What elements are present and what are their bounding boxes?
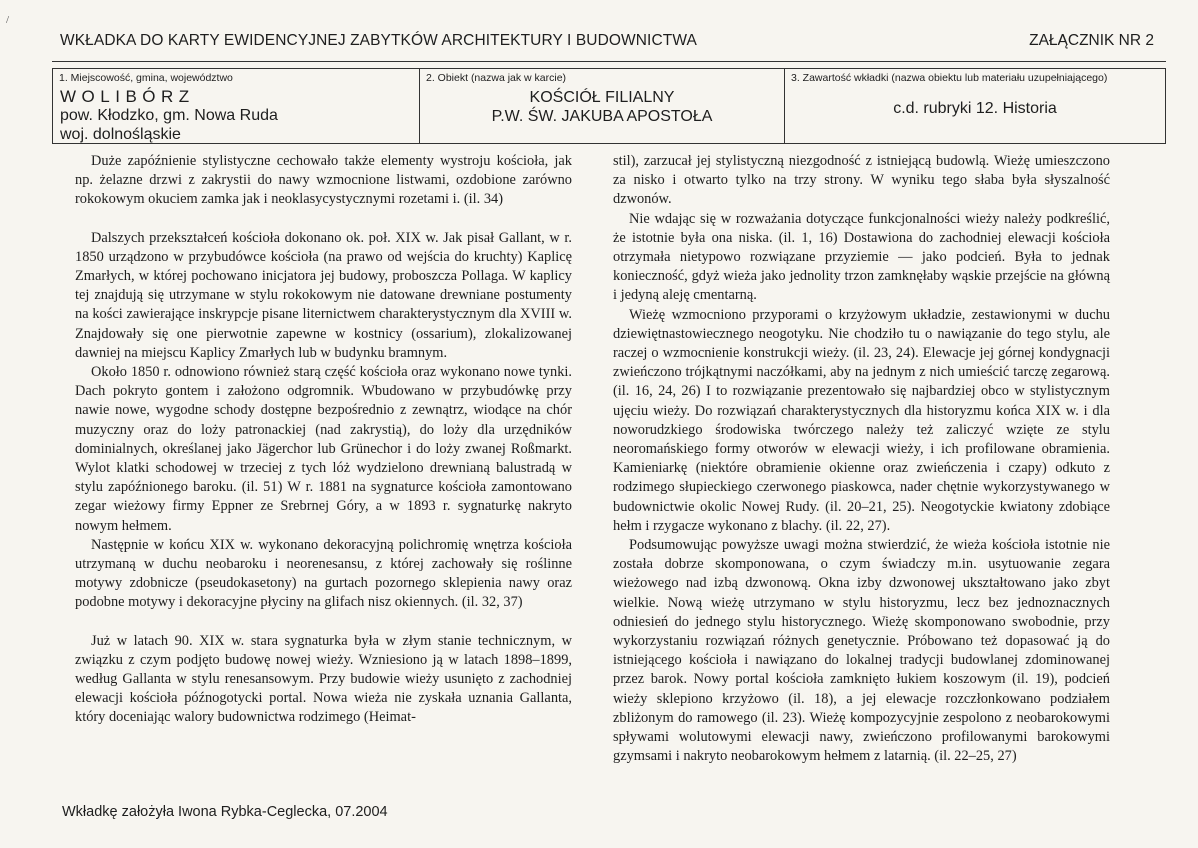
margin-mark: /: [6, 14, 10, 26]
header-divider: [52, 61, 1166, 62]
body-column-right: [613, 152, 1110, 767]
paragraph: Już w latach 90. XIX w. stara sygnaturka była w złym stanie technicznym, w związku z czym podjęto budowę nowej wieży. Wzniesiono ją w latach 1898–1899, według Gallanta w stylu renesansowym. Przy budowie wieży usunięto z zachodniej elewacji kościoła późnogotycki portal. Nowa wieża nie zyskała uznania Gallanta, który doceniając walory budownictwa rodzimego (Heimat-: [75, 632, 572, 726]
body-column-left: [75, 152, 572, 728]
district-value: pow. Kłodzko, gm. Nowa Ruda: [60, 107, 278, 124]
attachment-number: ZAŁĄCZNIK NR 2: [1029, 32, 1154, 49]
paragraph: Około 1850 r. odnowiono również starą część kościoła oraz wykonano nowe tynki. Dach pokryto gontem i założono odgromnik. Wbudowano w przybudówkę przy nawie nowe, wygodne schody dostępne bezpośrednio z zewnątrz, wiodące na chór muzyczny oraz do loży patronackiej (nad zakrystią), do loży dla urzędników dominialnych, określanej jako Jägerchor lub Grünechor i do loży zwanej Roßmarkt. Wylot klatki schodowej w trzeciej z tych lóż wydzielono drewnianą balustradą w stylu zapóźnionego baroku. (il. 51) W r. 1881 na sygnaturce kościoła zamontowano zegar wieżowy firmy Eppner ze Srebrnej Góry, a w 1893 r. sygnaturkę nakryto nowym hełmem.: [75, 364, 572, 534]
contents-field: [784, 68, 1166, 144]
contents-value: c.d. rubryki 12. Historia: [893, 100, 1057, 117]
paragraph: Wieżę wzmocniono przyporami o krzyżowym układzie, zestawionymi w duchu dziewiętnastowiecznego neogotyku. Nie chodziło tu o nawiązanie do tego stylu, ale raczej o wzmocnienie konstrukcji wieży. (il. 23, 24). Elewacje jej górnej kondygnacji zwieńczono trójkątnymi naczółkami, aby na jednym z nich umieścić tarczę zegarową. (il. 16, 24, 26) I to rozwiązanie prezentowało się najbardziej obco w stylistycznym ujęciu wieży. Do rozwiązań charakterystycznych dla historyzmu końca XIX w. i dla noworudzkiego środowiska twórczego należy też zaliczyć wzięte ze stylu neoromańskiego formy otworów w elewacji wieży, i ich profilowane obramienia. Kamieniarkę (niektóre obramienie okienne oraz zwieńczenia i czapy) odkuto z rodzimego słupieckiego czerwonego piaskowca, nader chętnie wykorzystywanego w budownictwie okolic Nowej Rudy. (il. 20–21, 25). Neogotyckie kwiatony zdobiące hełm i rzygacze wykonano z blachy. (il. 22, 27).: [613, 306, 1110, 534]
object-name-line2: P.W. ŚW. JAKUBA APOSTOŁA: [491, 108, 713, 125]
town-value: WOLIBÓRZ: [60, 87, 195, 106]
object-name-line1: KOŚCIÓŁ FILIALNY: [529, 89, 675, 106]
object-field: [419, 68, 785, 144]
paragraph: Podsumowując powyższe uwagi można stwierdzić, że wieża kościoła istotnie nie została dobrze skomponowana, o czym świadczy m.in. usytuowanie zegara wieżowego nad izbą dzwonową. Okna izby dzwonowej ukształtowano jako zbyt wielkie. Nową wieżę utrzymano w stylu historyzmu, lecz bez jednoznacznych odniesień do jednego stylu historycznego. Wieżę skomponowano swobodnie, przy wykorzystaniu rozwiązań różnych genetycznie. Próbowano też dopasować ją do istniejącego kościoła i nawiązano do lokalnej tradycji budowlanej zdominowanej przez barok. Nowy portal kościoła zamknięto łukiem koszowym (il. 19), podcień wieży sklepiono krzyżowo (il. 18), a jej elewacje rozczłonkowano podziałem zbliżonym do ramowego (il. 23). Wieżę kompozycyjnie zespolono z neobarokowymi spływami wolutowymi elewacji nawy, zwieńczono profilowanymi barokowymi gzymsami i nakryto neobarokowym hełmem z latarnią. (il. 22–25, 27): [613, 537, 1110, 765]
document-title: WKŁADKA DO KARTY EWIDENCYJNEJ ZABYTKÓW ARCHITEKTURY I BUDOWNICTWA: [60, 32, 697, 49]
object-label: 2. Obiekt (nazwa jak w karcie): [426, 72, 567, 84]
paragraph: Duże zapóźnienie stylistyczne cechowało także elementy wystroju kościoła, jak np. żelazne drzwi z zakrystii do nawy wzmocnione listwami, ozdobione zarówno rokokowym okuciem zamka jak i neoklasycystycznymi rozetami i. (il. 34): [75, 153, 572, 208]
paragraph: Dalszych przekształceń kościoła dokonano ok. poł. XIX w. Jak pisał Gallant, w r. 1850 urządzono w przybudówce kościoła (na prawo od wejścia do kruchty) Kaplicę Zmarłych, w której pochowano inicjatora jej budowy, proboszcza Pollaga. W kaplicy tej znajdują się utrzymane w stylu rokokowym nie datowane drewniane postumenty na kości zawierające inskrypcje pisane liternictwem charakterystycznym dla XVIII w. Znajdowały się one pierwotnie zapewne w kostnicy (ossarium), zlokalizowanej dawniej na miejscu Kaplicy Zmarłych lub w budynku bramnym.: [75, 229, 572, 361]
contents-label: 3. Zawartość wkładki (nazwa obiektu lub materiału uzupełniającego): [791, 72, 1108, 84]
paragraph: Następnie w końcu XIX w. wykonano dekoracyjną polichromię wnętrza kościoła utrzymaną w duchu neobaroku i neorenesansu, z której zachowały się roślinne motywy zdobnicze (pseudokasetony) na gurtach pozornego sklepienia nawy oraz podobne motywy i dekoracyjne płyciny na glifach nisz okiennych. (il. 32, 37): [75, 536, 572, 611]
author-footer: Wkładkę założyła Iwona Rybka-Ceglecka, 07.2004: [62, 804, 388, 820]
voivodeship-value: woj. dolnośląskie: [60, 126, 181, 143]
paragraph: Nie wdając się w rozważania dotyczące funkcjonalności wieży należy podkreślić, że istotnie była ona niska. (il. 1, 16) Dostawiona do zachodniej elewacji kościoła otrzymała nietypowo rozwiązane przyziemie — jako podcień. Była to jednak konieczność, gdyż wieża jako jednolity trzon zamknęłaby wąskie przejście na główną i jedyną aleję cmentarną.: [613, 210, 1110, 304]
paragraph: stil), zarzucał jej stylistyczną niezgodność z istniejącą budowlą. Wieżę umieszczono za nisko i otwarto tylko na trzy strony. W wyniku tego słaba była słyszalność dzwonów.: [613, 153, 1110, 208]
location-label: 1. Miejscowość, gmina, województwo: [59, 72, 233, 84]
location-field: [52, 68, 420, 144]
